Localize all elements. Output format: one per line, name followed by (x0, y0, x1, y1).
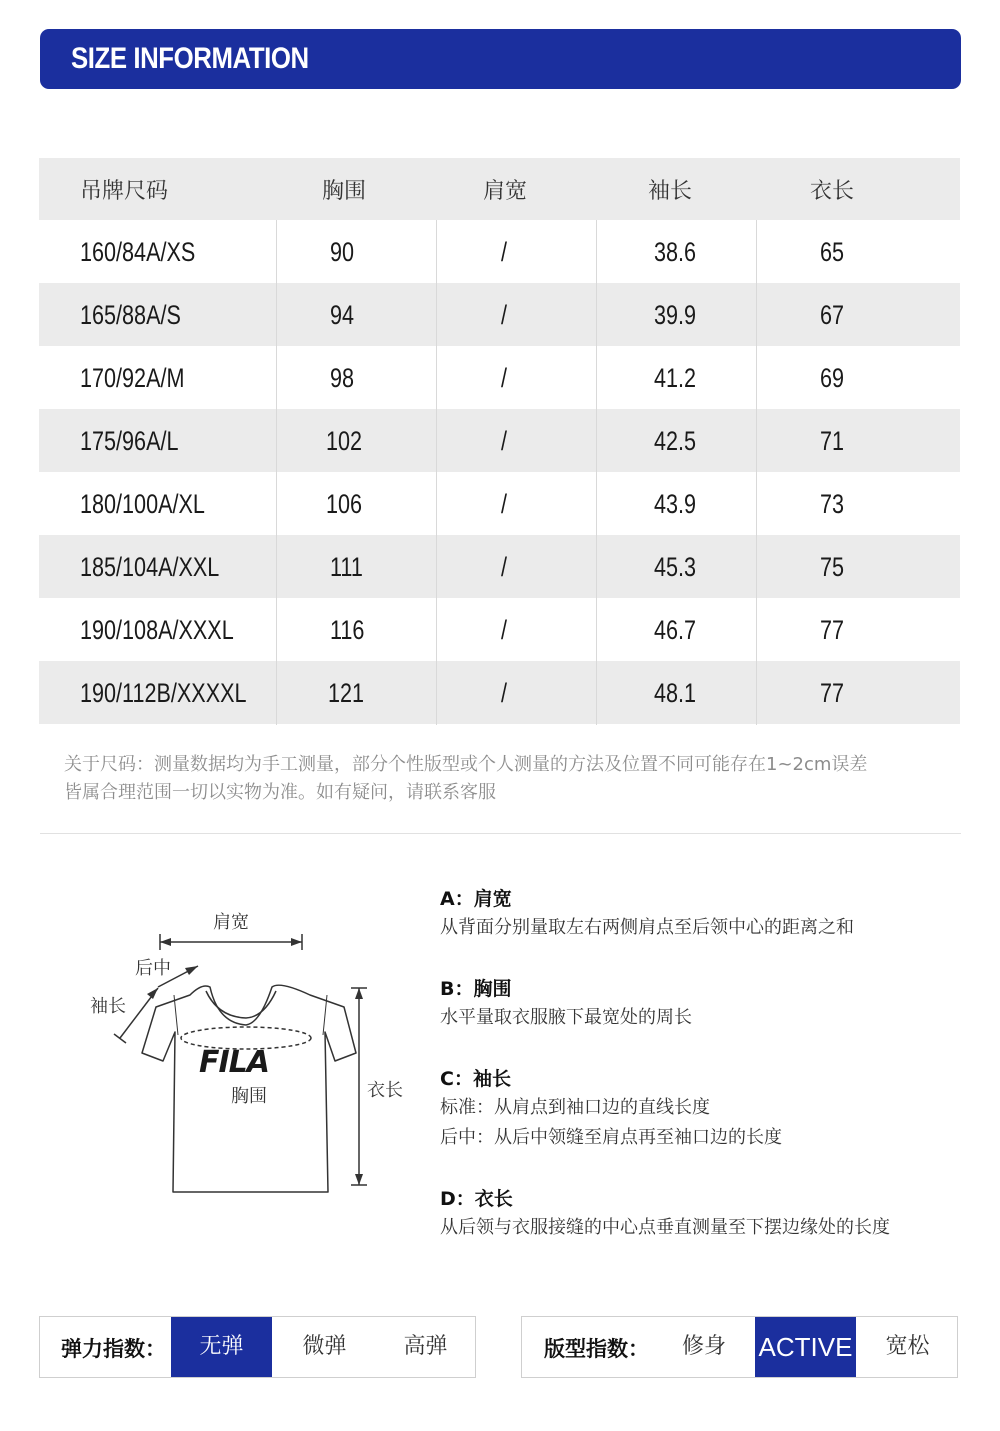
cell-length: 73 (820, 489, 845, 519)
shoulder-label: 肩宽 (213, 912, 249, 933)
length-arrowhead-top (355, 988, 363, 999)
column-header-shoulder: 肩宽 (483, 179, 528, 204)
shoulder-arrowhead-right (291, 938, 302, 946)
definition-chest (440, 975, 980, 1033)
cell-chest: 111 (330, 552, 363, 582)
cell-chest: 90 (330, 237, 355, 267)
cell-sleeve: 46.7 (654, 615, 697, 645)
column-divider (756, 220, 757, 725)
length-arrowhead-bottom (355, 1174, 363, 1185)
cell-length: 75 (820, 552, 845, 582)
cell-chest: 121 (328, 678, 365, 708)
armhole-line-left (174, 995, 178, 1035)
column-header-chest: 胸围 (322, 179, 367, 204)
cell-size: 160/84A/XS (80, 237, 196, 267)
column-header-tag-size: 吊牌尺码 (80, 179, 169, 204)
sleeve-arrowhead (147, 988, 158, 999)
sleeve-label: 袖长 (90, 996, 126, 1017)
elasticity-option-slight: 微弹 (302, 1334, 347, 1359)
definition-text: 水平量取衣服腋下最宽处的周长 (440, 1007, 692, 1028)
cell-length: 69 (820, 363, 845, 393)
measurement-diagram (80, 895, 440, 1205)
cell-length: 67 (820, 300, 845, 330)
cell-shoulder: / (501, 489, 508, 519)
measurement-note (64, 751, 964, 807)
table-row (39, 346, 960, 409)
table-row (39, 661, 960, 724)
definition-title: D：衣长 (440, 1188, 513, 1210)
cell-shoulder: / (501, 552, 508, 582)
table-row (39, 409, 960, 472)
cell-shoulder: / (501, 678, 508, 708)
fit-option-slim: 修身 (681, 1334, 726, 1359)
cell-shoulder: / (501, 237, 508, 267)
cell-length: 77 (820, 615, 845, 645)
definition-title: C：袖长 (440, 1068, 511, 1090)
elasticity-label: 弹力指数： (61, 1337, 166, 1361)
cell-size: 170/92A/M (80, 363, 185, 393)
definition-text: 从后领与衣服接缝的中心点垂直测量至下摆边缘处的长度 (440, 1217, 890, 1238)
cell-shoulder: / (501, 426, 508, 456)
definition-sleeve (440, 1065, 980, 1153)
cell-sleeve: 41.2 (654, 363, 697, 393)
cell-size: 190/112B/XXXXL (80, 678, 247, 708)
header-bar (40, 29, 961, 89)
back-center-label: 后中 (135, 958, 171, 979)
definition-text: 标准：从肩点到袖口边的直线长度 (440, 1097, 710, 1118)
cell-size: 165/88A/S (80, 300, 181, 330)
cell-sleeve: 43.9 (654, 489, 697, 519)
shoulder-arrowhead-left (160, 938, 171, 946)
table-row (39, 598, 960, 661)
cell-size: 175/96A/L (80, 426, 179, 456)
cell-chest: 98 (330, 363, 355, 393)
note-line-2: 皆属合理范围一切以实物为准。如有疑问，请联系客服 (64, 782, 496, 803)
note-line-1: 关于尺码：测量数据均为手工测量，部分个性版型或个人测量的方法及位置不同可能存在1~2cm误差 (64, 754, 868, 775)
column-divider (436, 220, 437, 725)
cell-length: 77 (820, 678, 845, 708)
column-divider (596, 220, 597, 725)
definition-shoulder (440, 885, 980, 943)
cell-chest: 106 (326, 489, 363, 519)
cell-shoulder: / (501, 615, 508, 645)
cell-sleeve: 42.5 (654, 426, 697, 456)
fit-option-loose: 宽松 (885, 1334, 930, 1359)
cell-length: 65 (820, 237, 845, 267)
chest-label: 胸围 (231, 1086, 267, 1107)
table-row (39, 535, 960, 598)
elasticity-option-high: 高弹 (403, 1334, 448, 1359)
cell-sleeve: 39.9 (654, 300, 697, 330)
length-label: 衣长 (367, 1080, 403, 1101)
table-row (39, 220, 960, 283)
cell-sleeve: 38.6 (654, 237, 697, 267)
elasticity-option-none: 无弹 (171, 1317, 272, 1377)
page-title: SIZE INFORMATION (71, 42, 309, 75)
cell-size: 190/108A/XXXL (80, 615, 234, 645)
column-divider (276, 220, 277, 725)
fit-option-active: ACTIVE (755, 1317, 856, 1377)
cell-size: 185/104A/XXL (80, 552, 220, 582)
cell-chest: 102 (326, 426, 363, 456)
fila-logo: FILA (199, 1045, 269, 1080)
fit-label: 版型指数： (544, 1337, 649, 1361)
column-header-sleeve: 袖长 (648, 179, 693, 204)
cell-length: 71 (820, 426, 845, 456)
column-header-length: 衣长 (810, 179, 855, 204)
cell-sleeve: 48.1 (654, 678, 697, 708)
back-center-arrowhead (185, 966, 198, 975)
definition-length (440, 1185, 980, 1243)
elasticity-index (39, 1316, 476, 1378)
cell-shoulder: / (501, 363, 508, 393)
sleeve-arrow-end (114, 1034, 126, 1043)
table-row (39, 283, 960, 346)
fit-index (521, 1316, 958, 1378)
cell-chest: 94 (330, 300, 355, 330)
size-table (39, 158, 960, 724)
section-divider (40, 833, 961, 834)
table-header (39, 158, 960, 220)
definition-title: A：肩宽 (440, 888, 512, 910)
definition-text: 从背面分别量取左右两侧肩点至后领中心的距离之和 (440, 917, 854, 938)
cell-chest: 116 (330, 615, 365, 645)
cell-size: 180/100A/XL (80, 489, 205, 519)
definition-title: B：胸围 (440, 978, 512, 1000)
cell-sleeve: 45.3 (654, 552, 697, 582)
cell-shoulder: / (501, 300, 508, 330)
definition-text: 后中：从后中领缝至肩点再至袖口边的长度 (440, 1127, 782, 1148)
table-row (39, 472, 960, 535)
